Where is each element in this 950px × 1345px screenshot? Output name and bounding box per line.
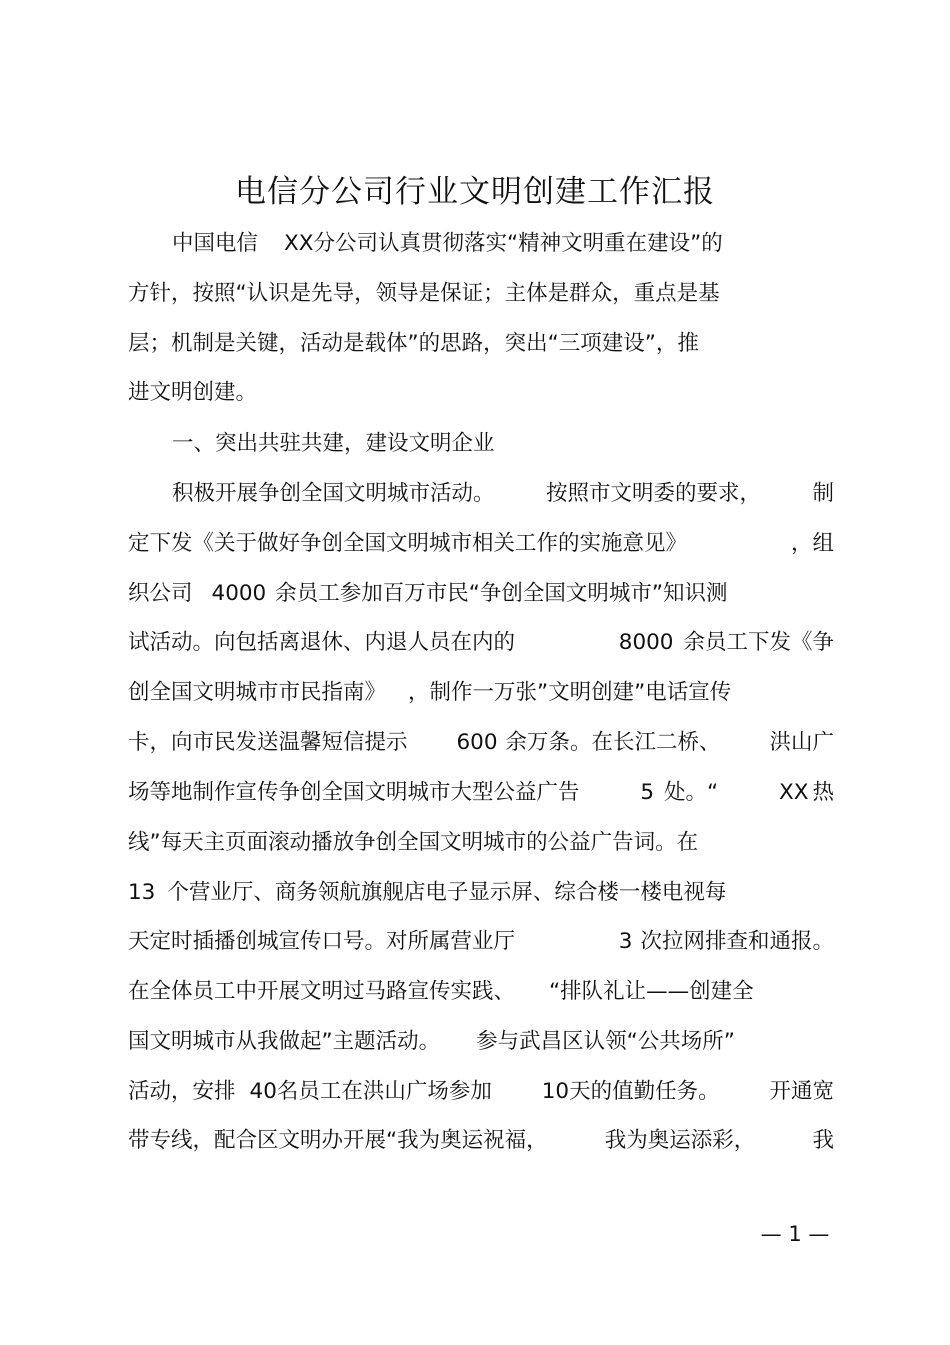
paragraph-1-line-2 xyxy=(128,274,834,314)
text-run: 国文明城市从我做起”主题活动。 xyxy=(128,1029,441,1054)
text-run: 余万条。在长江二桥、 xyxy=(505,730,721,755)
text-run: 余员工参加百万市民“争创全国文明城市”知识测 xyxy=(275,581,728,606)
paragraph-1-line-1 xyxy=(172,224,834,264)
text-run: ，组 xyxy=(790,531,834,556)
paragraph-1-line-3 xyxy=(128,324,834,364)
text-run: 开通宽 xyxy=(769,1079,834,1104)
text-run: 洪山广 xyxy=(769,730,834,755)
text-run: XX xyxy=(779,780,809,805)
text-run: 天定时插播创城宣传口号。对所属营业厅 xyxy=(128,929,516,954)
text-run: 13 xyxy=(128,880,156,905)
paragraph-2-line-13 xyxy=(128,1072,834,1112)
text-run: 方针，按照“认识是先导，领导是保证；主体是群众，重点是基 xyxy=(128,281,720,306)
text-run: 按照市文明委的要求， xyxy=(545,481,761,506)
text-run: 个营业厅、商务领航旗舰店电子显示屏、综合楼一楼电视每 xyxy=(167,880,727,905)
paragraph-2-line-8 xyxy=(128,823,834,863)
text-run: 600 xyxy=(456,730,498,755)
text-run: 40 xyxy=(249,1079,277,1104)
text-run: 场等地制作宣传争创全国文明城市大型公益广告 xyxy=(128,780,580,805)
text-run: 余员工下发《争 xyxy=(683,630,834,655)
text-run: 我为奥运添彩， xyxy=(604,1128,756,1153)
paragraph-2-line-9 xyxy=(128,873,834,913)
text-run: 名员工在洪山广场参加 xyxy=(276,1079,492,1104)
text-run: ，制作一万张”文明创建”电话宣传 xyxy=(408,680,732,705)
text-run: 试活动。向包括离退休、内退人员在内的 xyxy=(128,630,516,655)
paragraph-2-line-5 xyxy=(128,673,834,713)
paragraph-2-line-2 xyxy=(128,524,834,564)
text-run: 进文明创建。 xyxy=(128,380,258,405)
text-run: 制 xyxy=(812,481,834,506)
paragraph-2-line-11 xyxy=(128,972,834,1012)
paragraph-2-line-7 xyxy=(128,773,834,813)
text-run: 热 xyxy=(812,780,834,805)
text-run: XX分公司认真贯彻落实“精神文明重在建设”的 xyxy=(284,231,723,256)
text-run: 天的值勤任务。 xyxy=(569,1079,720,1104)
text-run: 次拉网排查和通报。 xyxy=(640,929,834,954)
text-run: 中国电信 xyxy=(172,231,259,256)
text-run: 织公司 xyxy=(128,581,193,606)
document-title: 电信分公司行业文明创建工作汇报 xyxy=(235,174,715,210)
paragraph-1-line-4 xyxy=(128,373,834,413)
paragraph-2-line-1 xyxy=(172,474,834,514)
paragraph-2-line-14 xyxy=(128,1121,834,1161)
text-run: 10 xyxy=(541,1079,570,1104)
paragraph-2-line-6 xyxy=(128,723,834,763)
text-run: 卡，向市民发送温馨短信提示 xyxy=(128,730,408,755)
text-run: 活动，安排 xyxy=(128,1079,236,1104)
text-run: 定下发《关于做好争创全国文明城市相关工作的实施意见》 xyxy=(128,531,688,556)
paragraph-2-line-10 xyxy=(128,922,834,962)
text-run: 线”每天主页面滚动播放争创全国文明城市的公益广告词。在 xyxy=(128,830,699,855)
text-run: 在全体员工中开展文明过马路宣传实践、 xyxy=(128,979,516,1004)
text-run: 创全国文明城市市民指南》 xyxy=(128,680,387,705)
paragraph-2-line-4 xyxy=(128,623,834,663)
page-number: — 1 — xyxy=(760,1222,830,1246)
text-run: 层；机制是关键，活动是载体”的思路，突出“三项建设”，推 xyxy=(128,331,699,356)
text-run: 3 xyxy=(618,929,633,954)
text-run: 4000 xyxy=(211,581,267,606)
text-run: “排队礼让——创建全 xyxy=(549,979,754,1004)
text-run: 8000 xyxy=(618,630,674,655)
paragraph-2-line-3 xyxy=(128,574,834,614)
text-run: 积极开展争创全国文明城市活动。 xyxy=(172,481,495,506)
paragraph-2-line-12 xyxy=(128,1022,834,1062)
text-run: 带专线，配合区文明办开展“我为奥运祝福， xyxy=(128,1128,548,1153)
text-run: 参与武昌区认领“公共场所” xyxy=(476,1029,735,1054)
text-run: 处。“ xyxy=(664,780,719,805)
section-heading-1: 一、突出共驻共建，建设文明企业 xyxy=(172,431,495,456)
text-run: 5 xyxy=(640,780,655,805)
text-run: 我 xyxy=(812,1128,834,1153)
